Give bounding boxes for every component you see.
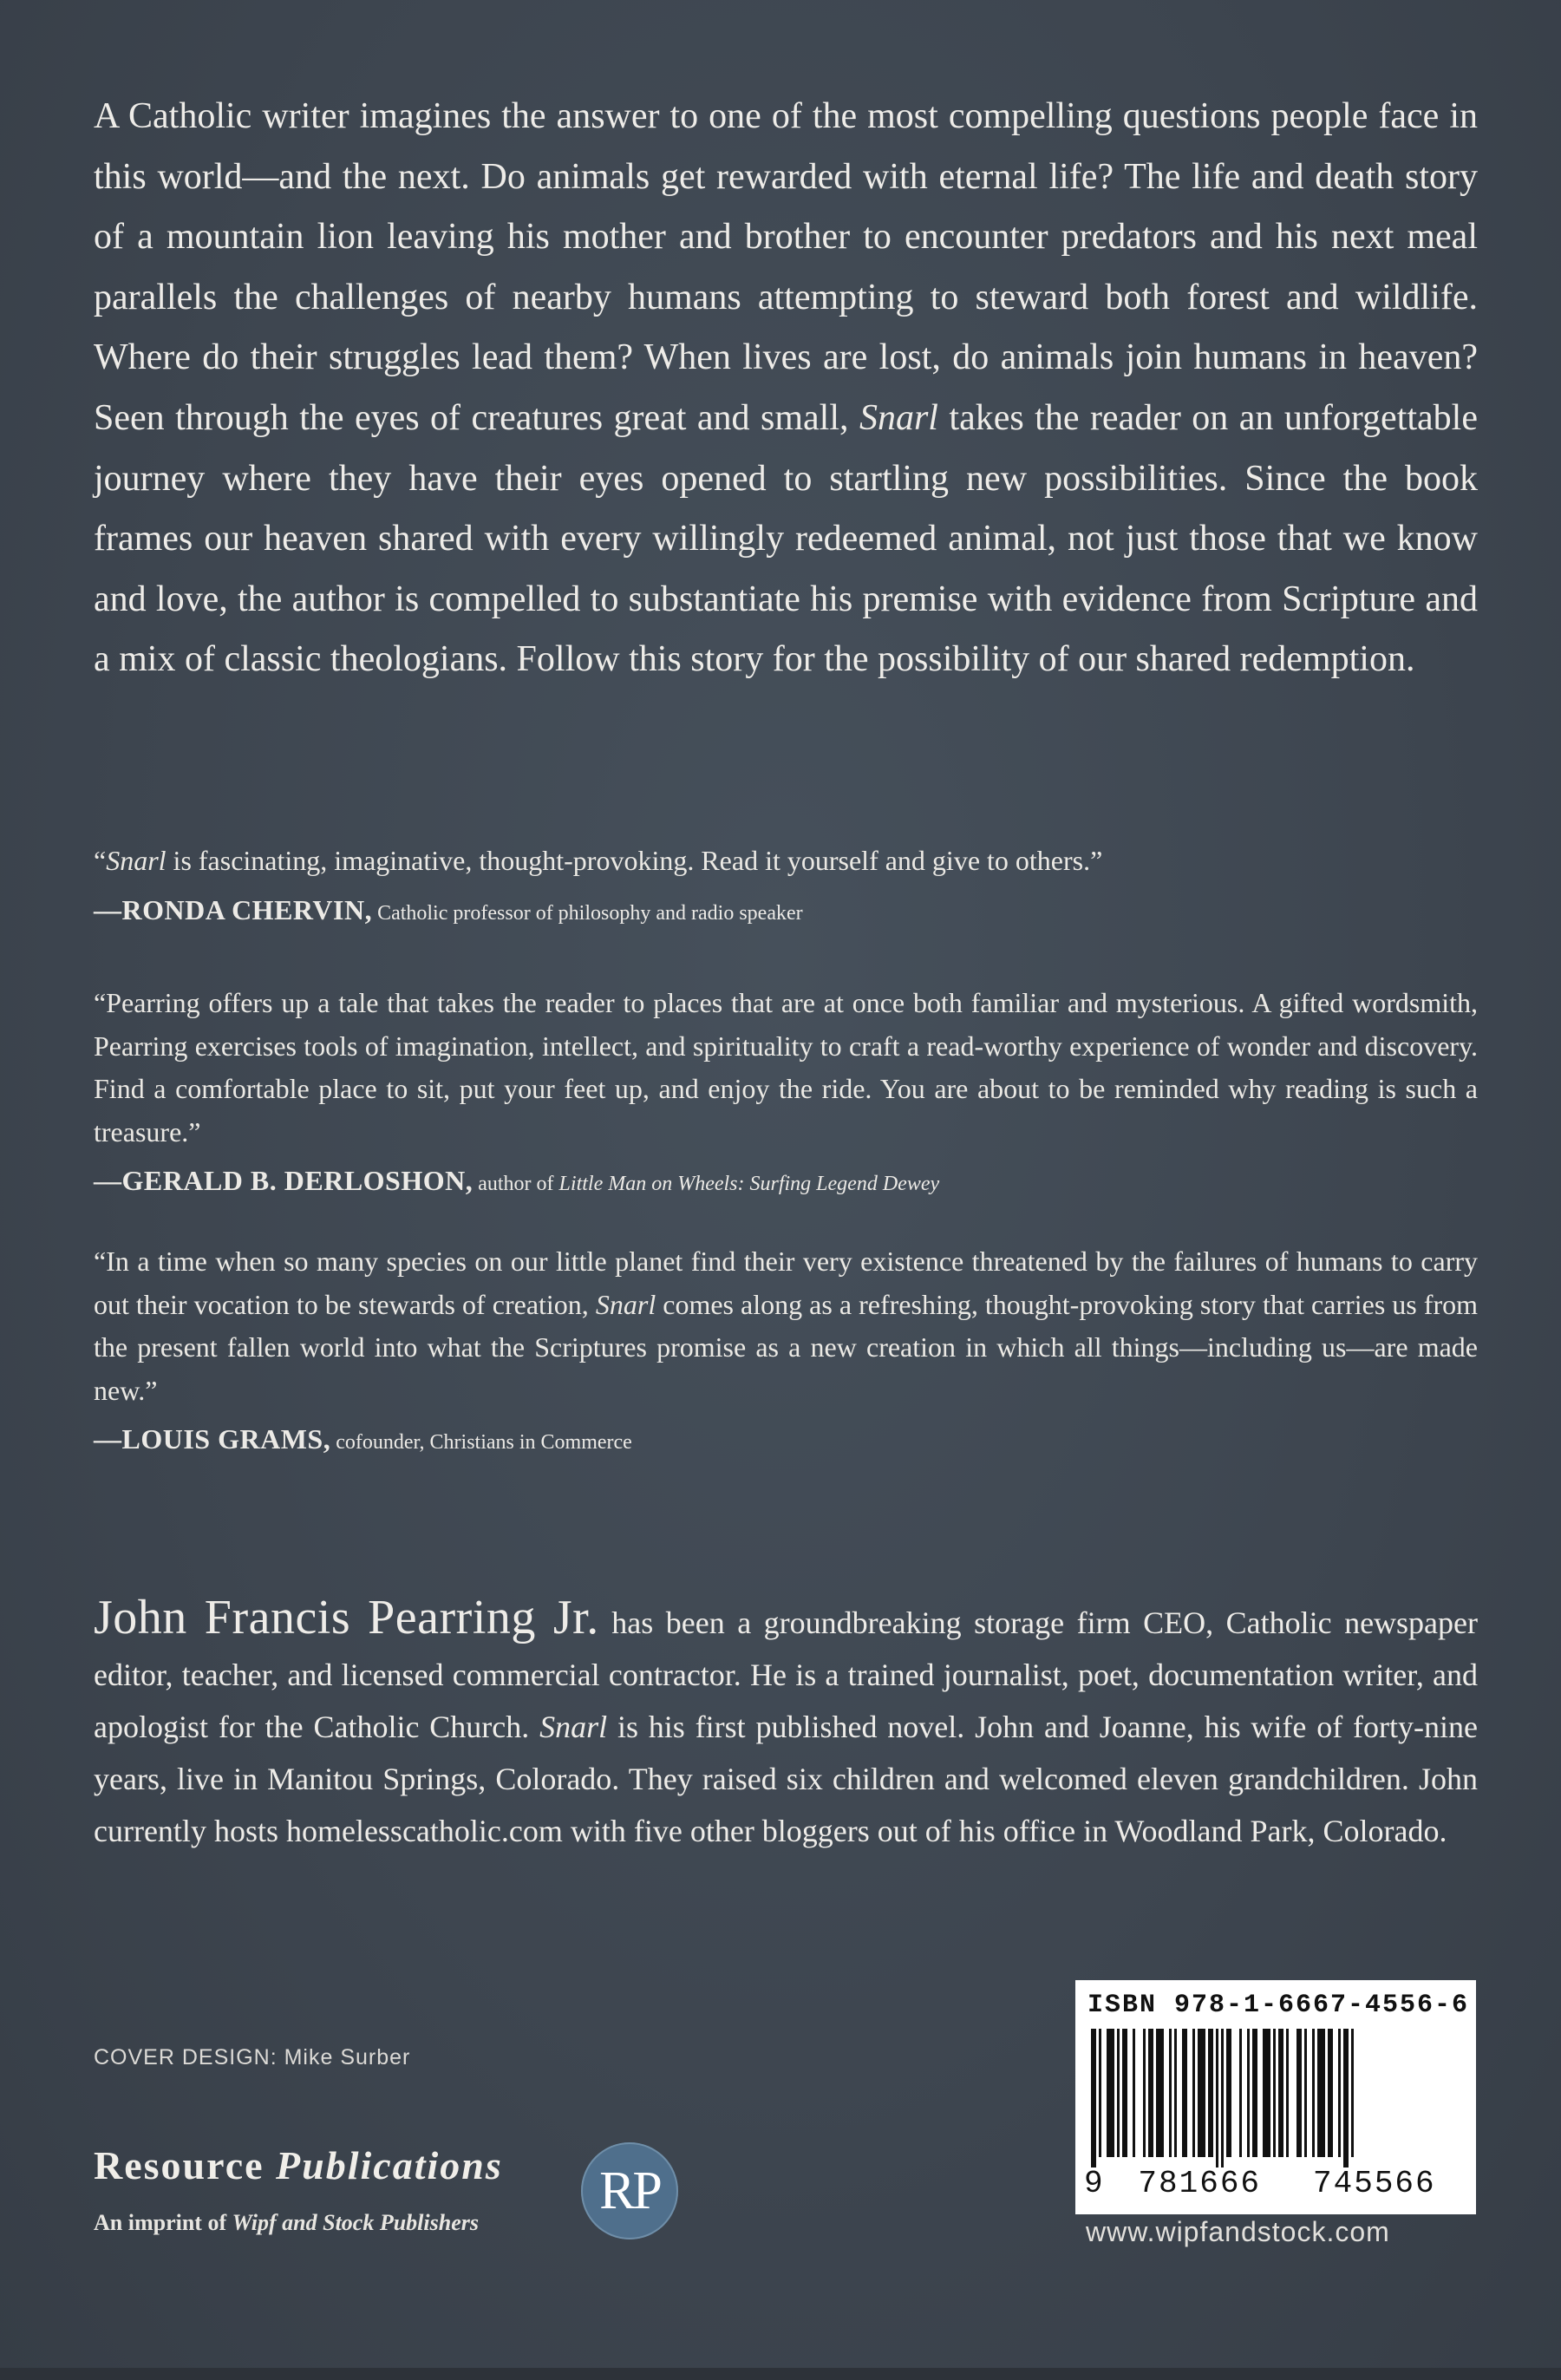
- barcode-bar: [1286, 2029, 1289, 2157]
- endorsement-book-title: Snarl: [595, 1288, 656, 1320]
- endorsement-text: “Snarl is fascinating, imaginative, thought-provoking. Read it yourself and give to others.”: [94, 845, 1103, 876]
- barcode-bars-icon: [1091, 2029, 1460, 2168]
- barcode-bar: [1317, 2029, 1325, 2157]
- endorsement-text: “In a time when so many species on our little planet find their very existence threatened by the failures of humans to carry out their vocation to be stewards of creation, Snarl comes along as a refreshing, thought-provoking story that carries us from the present fallen world into what the Scriptures promise as a new creation in which all things—including us—are made new.”: [94, 1246, 1479, 1406]
- barcode-bar: [1239, 2029, 1242, 2157]
- barcode-bar: [1107, 2029, 1114, 2157]
- publisher-name: Resource Publications: [94, 2143, 503, 2187]
- endorser-description: cofounder, Christians in Commerce: [330, 1431, 632, 1454]
- barcode-bar: [1133, 2029, 1135, 2157]
- endorsement-attribution: [94, 1159, 1478, 1206]
- barcode-bar: [1263, 2029, 1270, 2157]
- author-bio: [94, 1592, 1478, 1857]
- barcode-bar: [1099, 2029, 1101, 2157]
- barcode-bar: [1278, 2029, 1283, 2157]
- barcode-bar: [1182, 2029, 1187, 2157]
- barcode-bar: [1252, 2029, 1257, 2157]
- barcode-bar: [1192, 2029, 1195, 2157]
- barcode-digits: 9 781666 745566: [1084, 2166, 1436, 2201]
- barcode-bar: [1273, 2029, 1276, 2157]
- isbn-label: ISBN 978-1-6667-4556-6: [1087, 1991, 1470, 2020]
- bio-text-part2: is his first published novel. John and Joanne, his wife of forty-nine years, live in Manitou Springs, Colorado. They raised six children and welcomed eleven grandchildren. John currently hosts homelesscatholic.com with five other bloggers out of his office in Woodland Park, Colorado.: [94, 1710, 1479, 1848]
- bio-book-title: Snarl: [539, 1710, 608, 1744]
- endorsement-attribution: [94, 888, 1478, 935]
- author-name: John Francis Pearring Jr.: [94, 1591, 599, 1644]
- blurb-paragraph: [94, 87, 1478, 690]
- barcode-bar: [1198, 2029, 1205, 2157]
- barcode-bar: [1296, 2029, 1302, 2157]
- publisher-block: [94, 2142, 701, 2264]
- barcode-bar: [1226, 2029, 1231, 2157]
- barcode-bar: [1343, 2029, 1349, 2168]
- endorser-name: —LOUIS GRAMS,: [94, 1423, 331, 1455]
- barcode-bar: [1312, 2029, 1315, 2157]
- endorser-name: —GERALD B. DERLOSHON,: [94, 1165, 474, 1196]
- cover-bottom-edge: [0, 2368, 1561, 2380]
- barcode-bar: [1328, 2029, 1333, 2157]
- isbn-barcode: [1075, 1980, 1476, 2214]
- barcode-bar: [1156, 2029, 1164, 2157]
- endorsement-attribution: [94, 1417, 1478, 1464]
- barcode-bar: [1143, 2029, 1146, 2157]
- endorser-book-title: Little Man on Wheels: Surfing Legend Dewey: [558, 1173, 940, 1195]
- blurb-book-title: Snarl: [859, 397, 938, 438]
- barcode-bar: [1221, 2029, 1224, 2168]
- endorsement-1: [94, 840, 1478, 935]
- endorser-name: —RONDA CHERVIN,: [94, 893, 373, 925]
- publisher-imprint: An imprint of Wipf and Stock Publishers: [94, 2210, 479, 2235]
- book-blurb: [94, 87, 1478, 690]
- publisher-website: www.wipfandstock.com: [1086, 2216, 1390, 2247]
- barcode-bar: [1338, 2029, 1341, 2157]
- barcode-bar: [1091, 2029, 1096, 2168]
- barcode-bar: [1122, 2029, 1127, 2157]
- barcode-bar: [1351, 2029, 1354, 2157]
- endorsement-text: “Pearring offers up a tale that takes the reader to places that are at once both familiar and mysterious. A gifted wordsmith, Pearring exercises tools of imagination, intellect, and spirituality to craft a read-worthy experience of wonder and discovery. Find a comfortable place to sit, put your feet up, and enjoy the ride. You are about to be reminded why reading is such a treasure.”: [94, 987, 1478, 1148]
- barcode-bar: [1247, 2029, 1250, 2157]
- endorsement-book-title: Snarl: [106, 845, 167, 876]
- barcode-bar: [1148, 2029, 1153, 2157]
- publisher-logo-icon: RP: [581, 2142, 678, 2239]
- barcode-bar: [1117, 2029, 1120, 2157]
- endorser-description: author of: [473, 1173, 559, 1195]
- endorser-description: Catholic professor of philosophy and radio speaker: [372, 901, 803, 925]
- endorsement-3: [94, 1240, 1478, 1464]
- barcode-bar: [1169, 2029, 1172, 2157]
- barcode-bar: [1174, 2029, 1177, 2157]
- cover-design-credit: COVER DESIGN: Mike Surber: [94, 2045, 411, 2069]
- bio-text-part1: has been a groundbreaking storage firm CEO, Catholic newspaper editor, teacher, and licensed commercial contractor. He is a trained journalist, poet, documentation writer, and apologist for the Catholic Church.: [94, 1605, 1478, 1744]
- barcode-bar: [1208, 2029, 1213, 2157]
- endorsement-2: [94, 982, 1478, 1206]
- barcode-bar: [1304, 2029, 1307, 2157]
- blurb-text-part1: A Catholic writer imagines the answer to one of the most compelling questions people face in this world—and the next. Do animals get rewarded with eternal life? The life and death story of a mountain lion leaving his mother and brother to encounter predators and his next meal parallels the challenges of nearby humans attempting to steward both forest and wildlife. Where do their struggles lead them? When lives are lost, do animals join humans in heaven? Seen through the eyes of creatures great and small,: [94, 96, 1478, 438]
- blurb-text-part2: takes the reader on an unforgettable journey where they have their eyes opened to startling new possibilities. Since the book frames our heaven shared with every willingly redeemed animal, not just those that we know and love, the author is compelled to substantiate his premise with evidence from Scripture and a mix of classic theologians. Follow this story for the possibility of our shared redemption.: [94, 397, 1478, 680]
- barcode-bar: [1216, 2029, 1218, 2168]
